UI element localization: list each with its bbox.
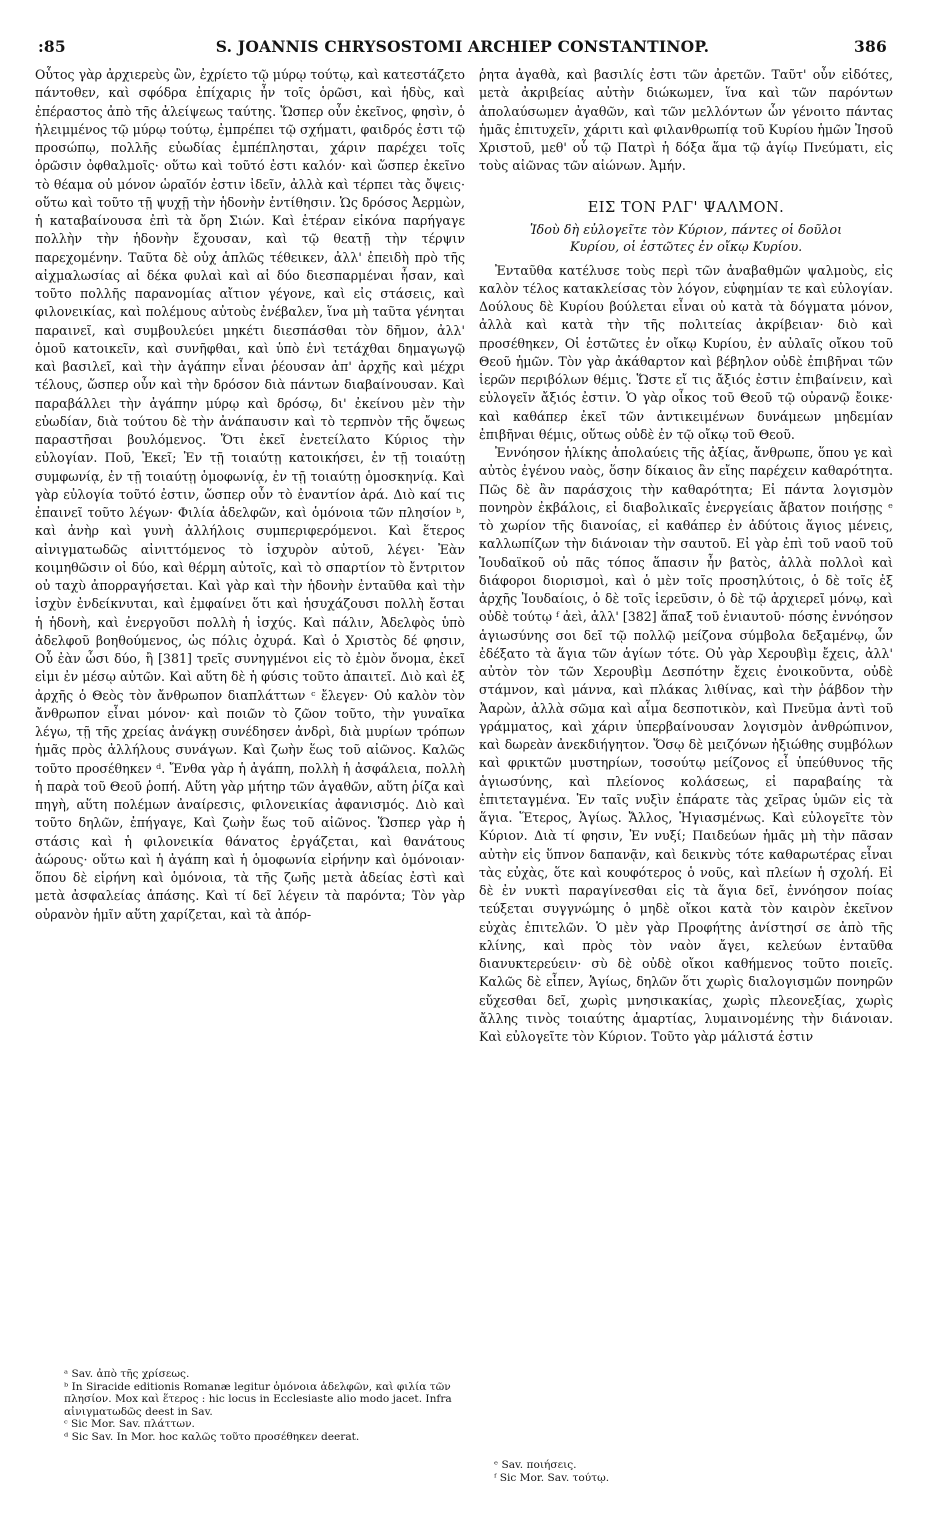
- psalm-verse-line-1: Ἰδοὺ δὴ εὐλογεῖτε τὸν Κύριον, πάντες οἱ δοῦλοι: [529, 222, 843, 238]
- commentary-paragraph-1: Ἐνταῦθα κατέλυσε τοὺς περὶ τῶν ἀναβαθμῶν ψαλμοὺς, εἰς καλὸν τέλος κατακλείσας τὸν λόγον, εὐφημίαν τε καὶ εὐλογίαν. Δούλους δὲ Κυρίου βούλεται εἶναι οὐ κατὰ τὰ δόγματα μόνον, ἀλλὰ καὶ κατὰ τὴν τῆς πολιτείας ἀκρίβειαν· διὸ καὶ προσέθηκεν, Οἱ ἑστῶτες ἐν οἴκῳ Κυρίου, ἐν αὐλαῖς οἴκου τοῦ Θεοῦ ἡμῶν. Τὸν γὰρ ἀκάθαρτον καὶ βέβηλον οὐδὲ ἐπιβῆναι τῶν ἱερῶν περιβόλων θέμις. Ὥστε εἴ τις ἄξιός ἐστιν ἐπιβαίνειν, καὶ εὐλογεῖν ἄξιός ἐστιν. Ὁ γὰρ οἶκος τοῦ Θεοῦ τῷ οὐρανῷ ἔοικε· καὶ καθάπερ ἐκεῖ τῶν ἀντικειμένων δυνάμεων μηδεμίαν ἐπιβῆναι θέμις, οὕτως οὐδὲ ἐν τῷ οἴκῳ τοῦ Θεοῦ.: [479, 262, 893, 442]
- footnote: ᵃ Sav. ἀπὸ τῆς χρίσεως.: [64, 1368, 190, 1380]
- footnote: ᶠ Sic Mor. Sav. τούτῳ.: [494, 1471, 610, 1484]
- page-number-left: :85: [38, 37, 66, 56]
- left-column-text: Οὗτος γὰρ ἀρχιερεὺς ὢν, ἐχρίετο τῷ μύρῳ τούτῳ, καὶ κατεστάζετο πάντοθεν, καὶ σφόδρα ἐπίχαρις ἦν τοῖς ὁρῶσι, καὶ ἡδὺς, καὶ ἐπέραστος ἀπὸ τῆς ἀλείψεως ταύτης. Ὥσπερ οὖν ἐκεῖνος, φησὶν, ὁ ἠλειμμένος τῷ μύρῳ τούτῳ, ἐμπρέπει τῷ σχήματι, φαιδρός ἐστι τῷ προσώπῳ, πολλῆς εὐωδίας ἐμπέπλησται, χάριν παρέχει τοῖς ὁρῶσιν ὀφθαλμοῖς· οὕτω καὶ τοῦτό ἐστι καλόν· καὶ ὥσπερ ἐκεῖνο τὸ θέαμα οὐ μόνον ὡραῖόν ἐστιν ἰδεῖν, ἀλλὰ καὶ τέρπει τὰς ὄψεις· οὕτω καὶ τοῦτο τῇ ψυχῇ τὴν ἡδονὴν ἐντίθησιν. Ὡς δρόσος Ἀερμὼν, ἡ καταβαίνουσα ἐπὶ τὰ ὄρη Σιών. Καὶ ἑτέραν εἰκόνα παρήγαγε πολλὴν τὴν ἡδονὴν ἔχουσαν, καὶ τῷ θεατῇ τὴν τέρψιν παρεχομένην. Ταῦτα δὲ οὐχ ἁπλῶς τέθεικεν, ἀλλ' ἐπειδὴ πρὸ τῆς αἰχμαλωσίας αἱ δέκα φυλαὶ καὶ αἱ δύο διεσπαρμέναι ἦσαν, καὶ τοῦτο πολλῆς παρανομίας αἴτιον γέγονε, καὶ εἰς στάσεις, καὶ φιλονεικίας, καὶ πολέμους αὐτοὺς ἐνέβαλεν, ἵνα μὴ ταῦτα γένηται παραινεῖ, καὶ συμβουλεύει μηκέτι διεσπάσθαι τὸν δῆμον, ἀλλ' ὁμοῦ κατοικεῖν, καὶ συνῆφθαι, καὶ ὑπὸ ἑνὶ τετάχθαι δημαγωγῷ καὶ βασιλεῖ, καὶ τὴν ἀγάπην εἶναι ῥέουσαν ἀπ' ἀρχῆς καὶ μέχρι τέλους, ὥσπερ οὖν καὶ τὴν δρόσον διὰ πάντων διαβαίνουσαν. Καὶ παραβάλλει τὴν ἀγάπην μύρῳ καὶ δρόσῳ, δι' ἐκείνου μὲν τὴν εὐωδίαν, διὰ τούτου δὲ τὴν ἀνάπαυσιν καὶ τὸ τερπνὸν τῆς ὄψεως παραστῆσαι βουλόμενος. Ὅτι ἐκεῖ ἐνετείλατο Κύριος τὴν εὐλογίαν. Ποῦ, Ἐκεῖ; Ἐν τῇ τοιαύτῃ κατοικήσει, ἐν τῇ τοιαύτῃ συμφωνίᾳ, ἐν τῇ τοιαύτῃ ὁμοφωνίᾳ, ἐν τῇ τοιαύτῃ ὁμοσκηνίᾳ. Καὶ γὰρ εὐλογία τοῦτό ἐστιν, ὥσπερ οὖν τὸ ἐναντίον ἀρά. Διὸ καί τις ἐπαινεῖ τοῦτο λέγων· Φιλία ἀδελφῶν, καὶ ὁμόνοια τῶν πλησίον ᵇ, καὶ ἀνὴρ καὶ γυνὴ ἀλλήλοις συμπεριφερόμενοι. Καὶ ἕτερος αἰνιγματωδῶς αἰνιττόμενος τὸ ἰσχυρὸν αὐτοῦ, λέγει· Ἐὰν κοιμηθῶσιν οἱ δύο, καὶ θέρμη αὐτοῖς, καὶ τὸ σπαρτίον τὸ ἔντριτον οὐ ταχὺ ἀπορραγήσεται. Καὶ γὰρ καὶ τὴν ἡδονὴν ἐνταῦθα καὶ τὴν ἰσχὺν ἐνδείκνυται, καὶ ἐμφαίνει ὅτι καὶ ἡσυχάζουσι πολλὴ ἔσται ἡ ἡδονὴ, καὶ ἐνεργοῦσι πολλὴ ἡ ἰσχύς. Καὶ πάλιν, Ἀδελφὸς ὑπὸ ἀδελφοῦ βοηθούμενος, ὡς πόλις ὀχυρά. Καὶ ὁ Χριστὸς δέ φησιν, Οὗ ἐὰν ὦσι δύο, ἢ [381] τρεῖς συνηγμένοι εἰς τὸ ἐμὸν ὄνομα, ἐκεῖ εἰμι ἐν μέσῳ αὐτῶν. Καὶ αὕτη δὲ ἡ φύσις τοῦτο ἀπαιτεῖ. Διὸ καὶ ἐξ ἀρχῆς ὁ Θεὸς τὸν ἄνθρωπον διαπλάττων ᶜ ἔλεγεν· Οὐ καλὸν τὸν ἄνθρωπον εἶναι μόνον· καὶ ποιῶν τὸ ζῶον τοῦτο, τὴν γυναῖκα λέγω, τῇ τῆς χρείας ἀνάγκῃ συνέδησεν ἀνδρὶ, διὰ μυρίων τρόπων ἡμᾶς πρὸς ἀλλήλους συνάγων. Καὶ ζωὴν ἕως τοῦ αἰῶνος. Καλῶς τοῦτο προσέθηκεν ᵈ. Ἔνθα γὰρ ἡ ἀγάπη, πολλὴ ἡ ἀσφάλεια, πολλὴ ἡ παρὰ τοῦ Θεοῦ ῥοπή. Αὕτη γὰρ μήτηρ τῶν ἀγαθῶν, αὕτη ῥίζα καὶ πηγὴ, αὕτη πολέμων ἀναίρεσις, φιλονεικίας ἀφανισμός. Διὸ καὶ τοῦτο δηλῶν, ἐπήγαγε, Καὶ ζωὴν ἕως τοῦ αἰῶνος. Ὥσπερ γὰρ ἡ στάσις καὶ ἡ φιλονεικία θάνατος ἐργάζεται, καὶ θανάτους ἀώρους· οὕτω καὶ ἡ ἀγάπη καὶ ἡ ὁμοφωνία εἰρήνην καὶ ὁμόνοιαν· ὅπου δὲ εἰρήνη καὶ ὁμόνοια, τὰ τῆς ζωῆς μετὰ ἀδείας ἐστὶ καὶ μετὰ ἀσφαλείας ἁπάσης. Καὶ τί δεῖ λέγειν τὰ παρόντα; Τὸν γὰρ οὐρανὸν ἡμῖν αὕτη χαρίζεται, καὶ τὰ ἀπόρ-: [35, 67, 465, 922]
- page-number-right: 386: [854, 37, 887, 56]
- footnotes-right: [494, 1459, 889, 1484]
- footnote: ᵇ In Siracide editionis Romanæ legitur ὁμόνοια ἀδελφῶν, καὶ φιλία τῶν πλησίον. Mox καὶ ἕτερος : hic locus in Ecclesiaste alio modo jacet. Infra αἰνιγματωδῶς deest in Sav.: [64, 1380, 452, 1418]
- running-header: [38, 37, 887, 63]
- homily-ending: ῥητα ἀγαθὰ, καὶ βασιλίς ἐστι τῶν ἀρετῶν. Ταῦτ' οὖν εἰδότες, μετὰ ἀκριβείας αὐτὴν διώκωμεν, ἵνα καὶ τῶν παρόντων ἀπολαύσωμεν ἀγαθῶν, καὶ τῶν μελλόντων ὧν γένοιτο πάντας ἡμᾶς ἐπιτυχεῖν, χάριτι καὶ φιλανθρωπίᾳ τοῦ Κυρίου ἡμῶν Ἰησοῦ Χριστοῦ, μεθ' οὗ τῷ Πατρὶ ἡ δόξα ἅμα τῷ ἁγίῳ Πνεύματι, εἰς τοὺς αἰῶνας τῶν αἰώνων. Ἀμήν.: [479, 67, 893, 174]
- psalm-heading: ΕΙΣ ΤΟΝ ΡΛΓ' ΨΑΛΜΟΝ.: [587, 199, 785, 216]
- psalm-verse-line-2: Κυρίου, οἱ ἑστῶτες ἐν οἴκῳ Κυρίου.: [569, 239, 803, 255]
- footnote: ᵈ Sic Sav. In Mor. hoc καλῶς τοῦτο προσέθηκεν deerat.: [64, 1430, 360, 1443]
- right-column: [479, 66, 893, 1046]
- footnote: ᶜ Sic Mor. Sav. πλάττων.: [64, 1418, 195, 1431]
- footnotes-left: [64, 1368, 459, 1444]
- commentary-paragraph-2: Ἐννόησον ἡλίκης ἀπολαύεις τῆς ἀξίας, ἄνθρωπε, ὅπου γε καὶ αὐτὸς ἐγένου ναὸς, ὅσην δίκαιος ἂν εἴης παρέχειν καθαρότητα. Πῶς δὲ ἂν παράσχοις τὴν καθαρότητα; Εἰ πάντα λογισμὸν πονηρὸν ἐκβάλοις, εἰ διαβολικαῖς ἐνεργείαις ἄβατον ποιήσῃς ᵉ τὸ χωρίον τῆς διανοίας, εἰ καθάπερ ἐν ἀδύτοις ἅγιος μένεις, καλλωπίζων τὴν διάνοιαν τὴν σαυτοῦ. Εἰ γὰρ ἐπὶ τοῦ ναοῦ τοῦ Ἰουδαϊκοῦ οὐ πᾶς τόπος ἅπασιν ἦν βατὸς, ἀλλὰ πολλοὶ καὶ διάφοροι διορισμοὶ, καὶ ὁ μὲν τοῖς προσηλύτοις, ὁ δὲ τοῖς ἐξ ἀρχῆς Ἰουδαίοις, ὁ δὲ τοῖς ἱερεῦσιν, ὁ δὲ τῷ ἀρχιερεῖ μόνῳ, καὶ οὐδὲ τούτῳ ᶠ ἀεὶ, ἀλλ' [382] ἅπαξ τοῦ ἐνιαυτοῦ· πόσης ἐννόησον ἁγιωσύνης σοι δεῖ τῷ πολλῷ μείζονα σύμβολα δεξαμένῳ, ὧν ἐδέξατο τὰ ἅγια τῶν ἁγίων τότε. Οὐ γὰρ Χερουβὶμ ἔχεις, ἀλλ' αὐτὸν τὸν τῶν Χερουβὶμ Δεσπότην ἔχεις ἐνοικοῦντα, οὐδὲ στάμνον, καὶ μάννα, καὶ πλάκας λιθίνας, καὶ τὴν ῥάβδον τὴν Ἀαρὼν, ἀλλὰ σῶμα καὶ αἷμα δεσποτικὸν, καὶ Πνεῦμα ἀντὶ τοῦ γράμματος, καὶ χάριν ὑπερβαίνουσαν λογισμὸν ἀνθρώπινον, καὶ δωρεὰν ἀνεκδιήγητον. Ὅσῳ δὲ μειζόνων ἠξιώθης συμβόλων καὶ φρικτῶν μυστηρίων, τοσούτῳ μείζονος εἶ ὑπεύθυνος τῆς ἁγιωσύνης, καὶ πλείονος κολάσεως, εἰ παραβαίης τὰ ἐπιτεταγμένα. Ἐν ταῖς νυξὶν ἐπάρατε τὰς χεῖρας ὑμῶν εἰς τὰ ἅγια. Ἕτερος, Ἁγίως. Ἄλλος, Ἡγιασμένως. Καὶ εὐλογεῖτε τὸν Κύριον. Διὰ τί φησιν, Ἐν νυξί; Παιδεύων ἡμᾶς μὴ τὴν πᾶσαν αὐτὴν εἰς ὕπνον δαπανᾷν, καὶ δεικνὺς τότε καθαρωτέρας εἶναι τὰς εὐχὰς, ὅτε καὶ κουφότερος ὁ νοῦς, καὶ πλείων ἡ σχολή. Εἰ δὲ ἐν νυκτὶ παραγίνεσθαι εἰς τὰ ἅγια δεῖ, ἐννόησον ποίας τεύξεται συγγνώμης ὁ μηδὲ οἴκοι κατὰ τὸν καιρὸν ἐκεῖνον εὐχὰς ἐπιτελῶν. Ὁ μὲν γὰρ Προφήτης ἀνίστησί σε ἀπὸ τῆς κλίνης, καὶ πρὸς τὸν ναὸν ἄγει, κελεύων ἐνταῦθα διανυκτερεύειν· σὺ δὲ οὐδὲ οἴκοι καθήμενος τοῦτο ποιεῖς. Καλῶς δὲ εἶπεν, Ἁγίως, δηλῶν ὅτι χωρὶς διαλογισμῶν πονηρῶν εὔχεσθαι δεῖ, χωρὶς μνησικακίας, χωρὶς πλεονεξίας, χωρὶς ἄλλης τινὸς τοιαύτης ἁμαρτίας, λυμαινομένης τὴν διάνοιαν. Καὶ εὐλογεῖτε τὸν Κύριον. Τοῦτο γὰρ μάλιστά ἐστιν: [479, 445, 893, 1044]
- running-title: S. JOANNIS CHRYSOSTOMI ARCHIEP CONSTANTINOP.: [215, 37, 710, 56]
- psalm-verse: [479, 222, 893, 256]
- footnote: ᵉ Sav. ποιήσεις.: [494, 1459, 577, 1471]
- left-column: [35, 66, 465, 924]
